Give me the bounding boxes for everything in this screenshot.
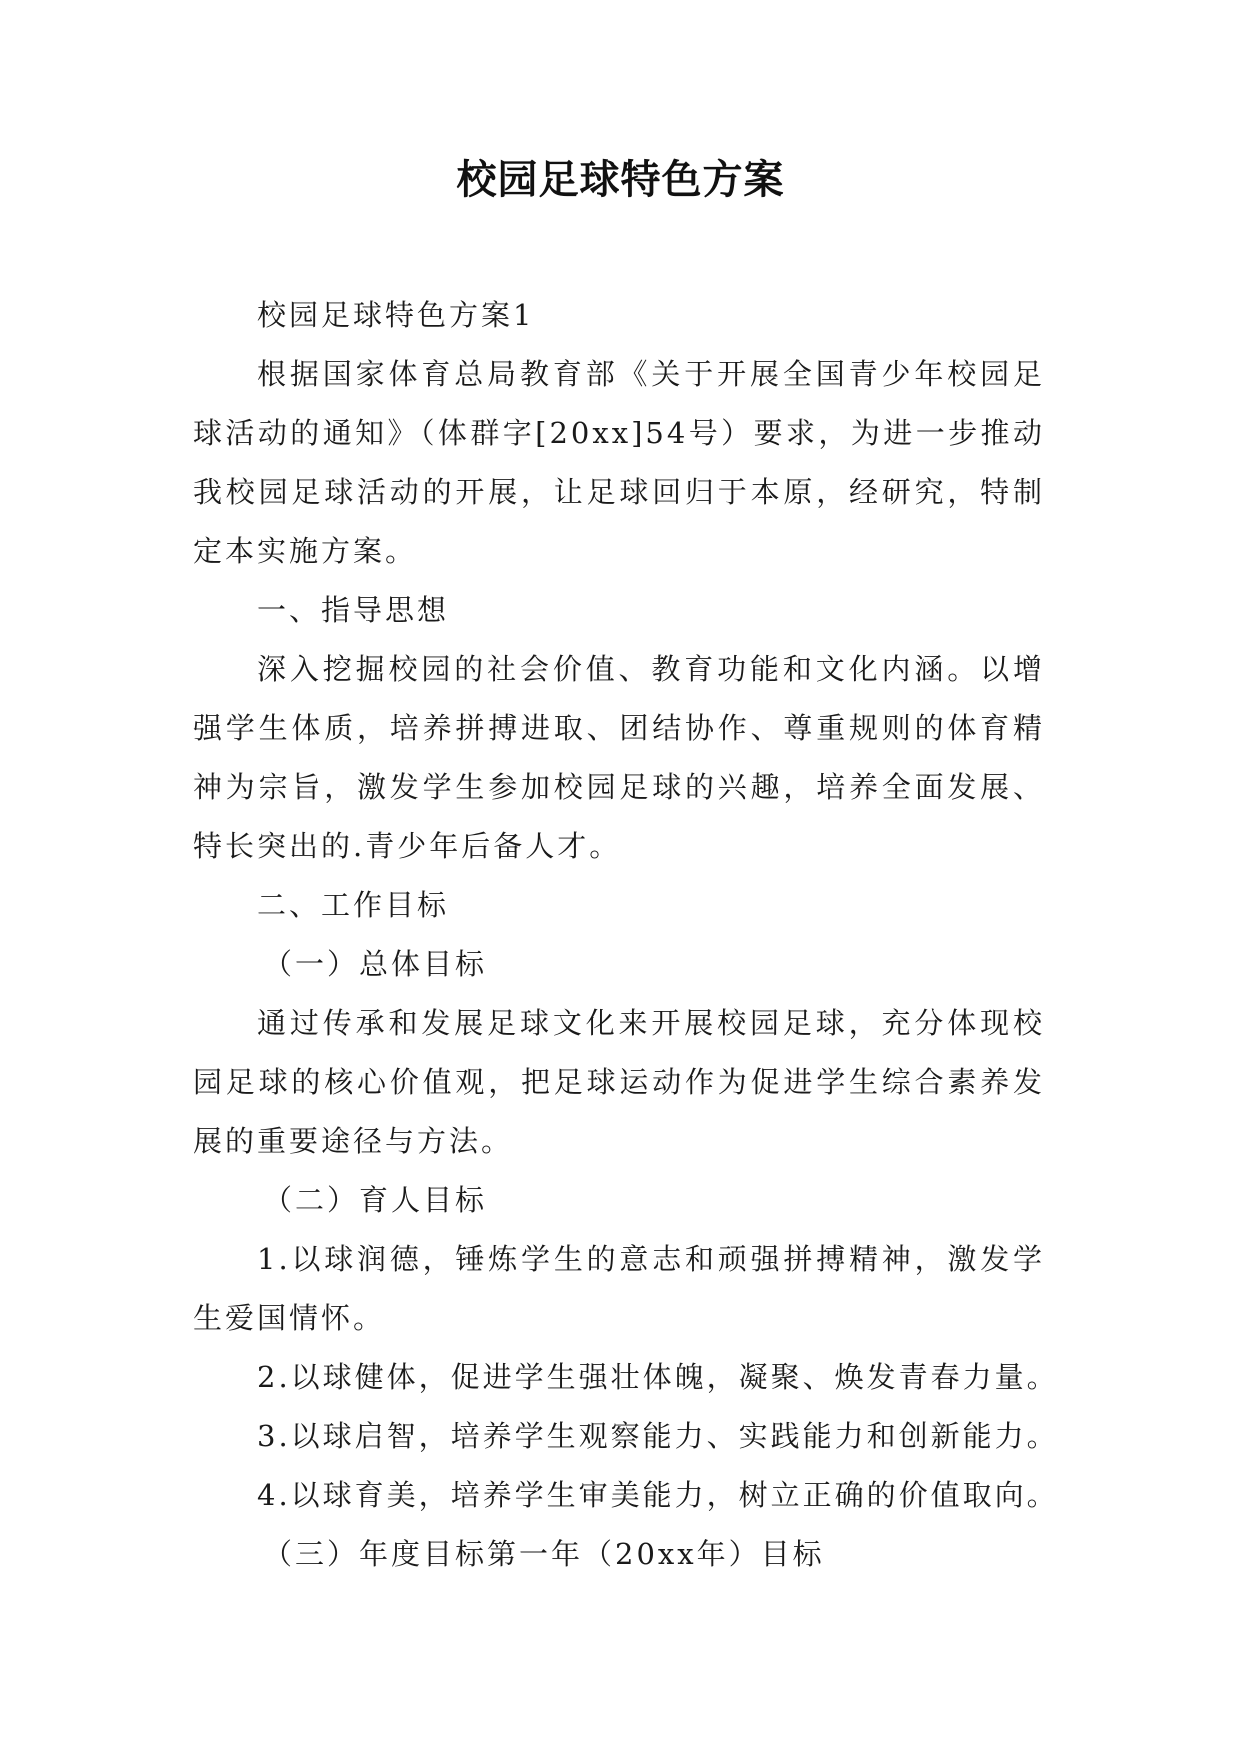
intro-paragraph: 根据国家体育总局教育部《关于开展全国青少年校园足球活动的通知》（体群字[20xx]54号）要求，为进一步推动我校园足球活动的开展，让足球回归于本原，经研究，特制定本实施方案。 [193,357,1045,568]
goal-item-2: 2.以球健体，促进学生强壮体魄，凝聚、焕发青春力量。 [257,1360,1059,1394]
guiding-ideology-paragraph: 深入挖掘校园的社会价值、教育功能和文化内涵。以增强学生体质，培养拼搏进取、团结协作、尊重规则的体育精神为宗旨，激发学生参加校园足球的兴趣，培养全面发展、特长突出的.青少年后备人才。 [193,652,1045,863]
heading-overall-goal: （一）总体目标 [263,947,488,981]
heading-education-goal: （二）育人目标 [263,1183,488,1217]
heading-annual-goal: （三）年度目标第一年（20xx年）目标 [263,1537,825,1571]
document-body [193,286,1059,1584]
document-title: 校园足球特色方案 [456,157,785,203]
heading-guiding-ideology: 一、指导思想 [257,593,450,627]
goal-item-1: 1.以球润德，锤炼学生的意志和顽强拼搏精神，激发学生爱国情怀。 [193,1242,1045,1335]
goal-item-4: 4.以球育美，培养学生审美能力，树立正确的价值取向。 [257,1478,1059,1512]
section-heading-1: 校园足球特色方案1 [257,298,535,332]
overall-goal-paragraph: 通过传承和发展足球文化来开展校园足球，充分体现校园足球的核心价值观，把足球运动作为促进学生综合素养发展的重要途径与方法。 [193,1006,1045,1158]
goal-item-3: 3.以球启智，培养学生观察能力、实践能力和创新能力。 [257,1419,1059,1453]
heading-work-goals: 二、工作目标 [257,888,450,922]
